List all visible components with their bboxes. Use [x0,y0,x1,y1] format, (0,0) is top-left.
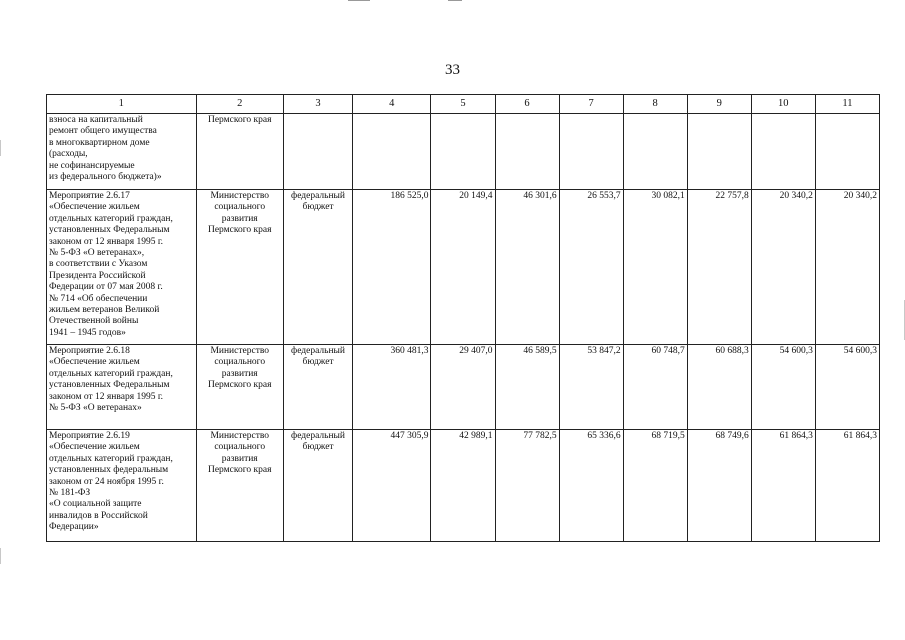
value-cell: 186 525,0 [353,190,431,345]
cell-text-line: Министерство [210,346,270,356]
cell-text-line: развития [221,453,258,464]
column-header: 8 [623,95,687,114]
value-cell: 60 748,7 [623,345,687,430]
cell-text-line: бюджет [302,442,334,453]
cell-text-line: (расходы, [49,149,88,160]
cell-text-line: федеральный [291,431,346,441]
cell-text-line: «Обеспечение жильем [49,357,140,368]
measure-description-cell [47,190,197,345]
value-cell: 46 301,6 [495,190,559,345]
column-header: 5 [431,95,495,114]
cell-text-line: развития [221,368,258,379]
value-cell: 65 336,6 [559,430,623,542]
value-cell: 42 989,1 [431,430,495,542]
cell-text-line: № 5-ФЗ «О ветеранах» [49,403,142,414]
cell-text-line: инвалидов в Российской [49,510,148,521]
cell-text-line: бюджет [302,202,334,213]
cell-text-line: Президента Российской [49,270,146,281]
funding-source-cell [283,345,352,430]
column-header: 7 [559,95,623,114]
value-cell [431,114,495,190]
cell-text-line: установленных Федеральным [49,380,170,391]
value-cell: 22 757,8 [687,190,751,345]
scan-edge-mark [0,140,1,156]
cell-text-line: законом от 12 января 1995 г. [49,391,164,402]
executor-cell [196,190,283,345]
value-cell: 26 553,7 [559,190,623,345]
cell-text-line: развития [221,213,258,224]
cell-text-line: законом от 24 ноября 1995 г. [49,476,164,487]
value-cell: 60 688,3 [687,345,751,430]
column-header: 9 [687,95,751,114]
column-header: 4 [353,95,431,114]
cell-text-line: Пермского края [207,380,272,391]
cell-text-line: в многоквартирном доме [49,137,150,148]
column-header: 1 [47,95,197,114]
value-cell: 20 340,2 [751,190,815,345]
cell-text-line: № 181-ФЗ [49,488,91,499]
column-header: 6 [495,95,559,114]
value-cell [815,114,879,190]
column-header: 11 [815,95,879,114]
value-cell: 20 340,2 [815,190,879,345]
table-row [47,430,880,542]
measure-description-cell [47,345,197,430]
cell-text-line: законом от 12 января 1995 г. [49,236,164,247]
measure-description-cell [47,430,197,542]
cell-text-line: № 714 «Об обеспечении [49,293,148,304]
value-cell [623,114,687,190]
scan-edge-mark [0,548,1,564]
cell-text-line: социального [214,357,266,368]
executor-cell [196,345,283,430]
cell-text-line: Пермского края [207,225,272,236]
cell-text-line: федеральный [291,191,346,201]
cell-text-line: «О социальной защите [49,499,142,510]
cell-text-line: Мероприятие 2.6.19 [49,431,130,441]
cell-text-line: Федерации от 07 мая 2008 г. [49,282,163,293]
scan-artifact-line [348,0,370,1]
table-header-row [47,95,880,114]
cell-text-line: не софинансируемые [49,160,135,171]
cell-text-line: Мероприятие 2.6.17 [49,191,130,201]
executor-cell [196,114,283,190]
cell-text-line: отдельных категорий граждан, [49,453,173,464]
value-cell: 360 481,3 [353,345,431,430]
page-number: 33 [445,62,460,78]
cell-text-line: в соответствии с Указом [49,259,148,270]
cell-text-line: из федерального бюджета)» [49,172,162,183]
cell-text-line: Министерство [210,191,270,201]
table-row [47,345,880,430]
cell-text-line: Пермского края [207,115,272,125]
cell-text-line: ремонт общего имущества [49,126,157,137]
column-header: 10 [751,95,815,114]
value-cell: 20 149,4 [431,190,495,345]
value-cell [353,114,431,190]
funding-source-cell [283,430,352,542]
value-cell: 54 600,3 [815,345,879,430]
cell-text-line: федеральный [291,346,346,356]
cell-text-line: «Обеспечение жильем [49,202,140,213]
cell-text-line: отдельных категорий граждан, [49,368,173,379]
value-cell: 61 864,3 [815,430,879,542]
value-cell: 68 719,5 [623,430,687,542]
cell-text-line: бюджет [302,357,334,368]
funding-source-cell [283,190,352,345]
value-cell: 46 589,5 [495,345,559,430]
value-cell: 30 082,1 [623,190,687,345]
value-cell [559,114,623,190]
cell-text-line: установленных Федеральным [49,225,170,236]
value-cell: 77 782,5 [495,430,559,542]
scan-artifact-line [448,0,462,1]
value-cell [751,114,815,190]
cell-text-line: Пермского края [207,465,272,476]
executor-cell [196,430,283,542]
measure-description-cell [47,114,197,190]
value-cell: 61 864,3 [751,430,815,542]
cell-text-line: Мероприятие 2.6.18 [49,346,130,356]
table-row [47,190,880,345]
value-cell: 53 847,2 [559,345,623,430]
cell-text-line: социального [214,442,266,453]
cell-text-line: 1941 – 1945 годов» [49,327,126,338]
value-cell: 68 749,6 [687,430,751,542]
cell-text-line: Министерство [210,431,270,441]
cell-text-line: установленных федеральным [49,465,169,476]
cell-text-line: жильем ветеранов Великой [49,305,160,316]
cell-text-line: № 5-ФЗ «О ветеранах», [49,248,145,259]
cell-text-line: Федерации» [49,522,99,533]
column-header: 3 [283,95,352,114]
budget-table [46,94,880,542]
table-row [47,114,880,190]
funding-source-cell [283,114,352,190]
value-cell [495,114,559,190]
cell-text-line: социального [214,202,266,213]
cell-text-line: отдельных категорий граждан, [49,213,173,224]
column-header: 2 [196,95,283,114]
value-cell: 54 600,3 [751,345,815,430]
cell-text-line: взноса на капитальный [49,115,143,125]
value-cell: 447 305,9 [353,430,431,542]
cell-text-line: «Обеспечение жильем [49,442,140,453]
value-cell [687,114,751,190]
value-cell: 29 407,0 [431,345,495,430]
cell-text-line: Отечественной войны [49,316,139,327]
